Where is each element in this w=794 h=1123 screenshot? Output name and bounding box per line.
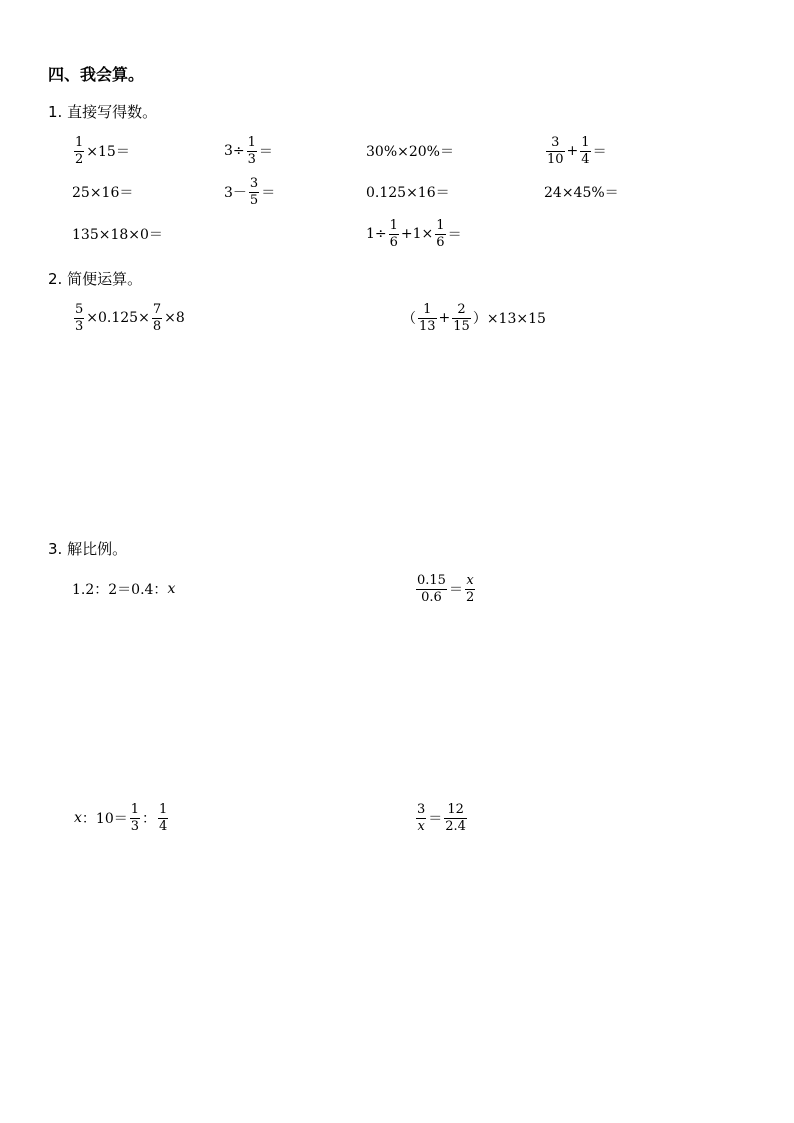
q1-item-g: 0.125×16＝ <box>366 185 450 201</box>
section-3-title: 3. 解比例。 <box>48 540 128 558</box>
q1-item-f: 3－ $\frac{3}{5}$ ＝ <box>224 175 276 208</box>
fraction: $\frac{1}{3}$ <box>130 801 140 834</box>
q1-item-c: 30%×20%＝ <box>366 144 454 160</box>
fraction: $\frac{x}{2}$ <box>465 572 475 605</box>
fraction: $\frac{1}{6}$ <box>389 217 398 250</box>
q3-item-c: x ：10＝ $\frac{1}{3}$ ： $\frac{1}{4}$ <box>74 801 168 834</box>
fraction: $\frac{2}{15}$ <box>453 301 470 334</box>
q1-item-j: 1÷ $\frac{1}{6}$ +1× $\frac{1}{6}$ ＝ <box>366 217 462 250</box>
q1-item-d: $\frac{3}{10}$ + $\frac{1}{4}$ ＝ <box>547 134 607 167</box>
q1-item-i: 135×18×0＝ <box>72 227 163 243</box>
fraction: $\frac{1}{2}$ <box>75 134 84 167</box>
section-2-title: 2. 简便运算。 <box>48 270 143 288</box>
q3-item-d: $\frac{3}{x}$ ＝ $\frac{12}{2.4}$ <box>417 801 466 834</box>
q1-item-a: $\frac{1}{2}$ ×15＝ <box>75 134 130 167</box>
fraction: $\frac{3}{5}$ <box>249 175 259 208</box>
q2-item-b: （ $\frac{1}{13}$ + $\frac{2}{15}$ ）×13×15 <box>402 301 546 334</box>
q1-item-b: 3÷ $\frac{1}{3}$ ＝ <box>224 134 273 167</box>
fraction: $\frac{1}{4}$ <box>159 801 168 834</box>
page-title: 四、我会算。 <box>48 65 145 84</box>
q1-item-h: 24×45%＝ <box>544 185 619 201</box>
section-1-title: 1. 直接写得数。 <box>48 103 158 121</box>
fraction: $\frac{3}{10}$ <box>547 134 564 167</box>
fraction: $\frac{1}{6}$ <box>436 217 445 250</box>
fraction: $\frac{1}{4}$ <box>581 134 590 167</box>
fraction: $\frac{1}{13}$ <box>419 301 436 334</box>
q3-item-a: 1.2：2＝0.4： x <box>72 581 176 598</box>
fraction: $\frac{3}{x}$ <box>417 801 426 834</box>
q1-item-e: 25×16＝ <box>72 185 134 201</box>
fraction: $\frac{5}{3}$ <box>75 301 84 334</box>
fraction: $\frac{12}{2.4}$ <box>445 801 466 834</box>
fraction: $\frac{1}{3}$ <box>247 134 256 167</box>
fraction: $\frac{7}{8}$ <box>152 301 162 334</box>
q2-item-a: $\frac{5}{3}$ ×0.125× $\frac{7}{8}$ ×8 <box>75 301 185 334</box>
q3-item-b: $\frac{0.15}{0.6}$ ＝ $\frac{x}{2}$ <box>417 572 475 605</box>
fraction: $\frac{0.15}{0.6}$ <box>417 572 446 605</box>
